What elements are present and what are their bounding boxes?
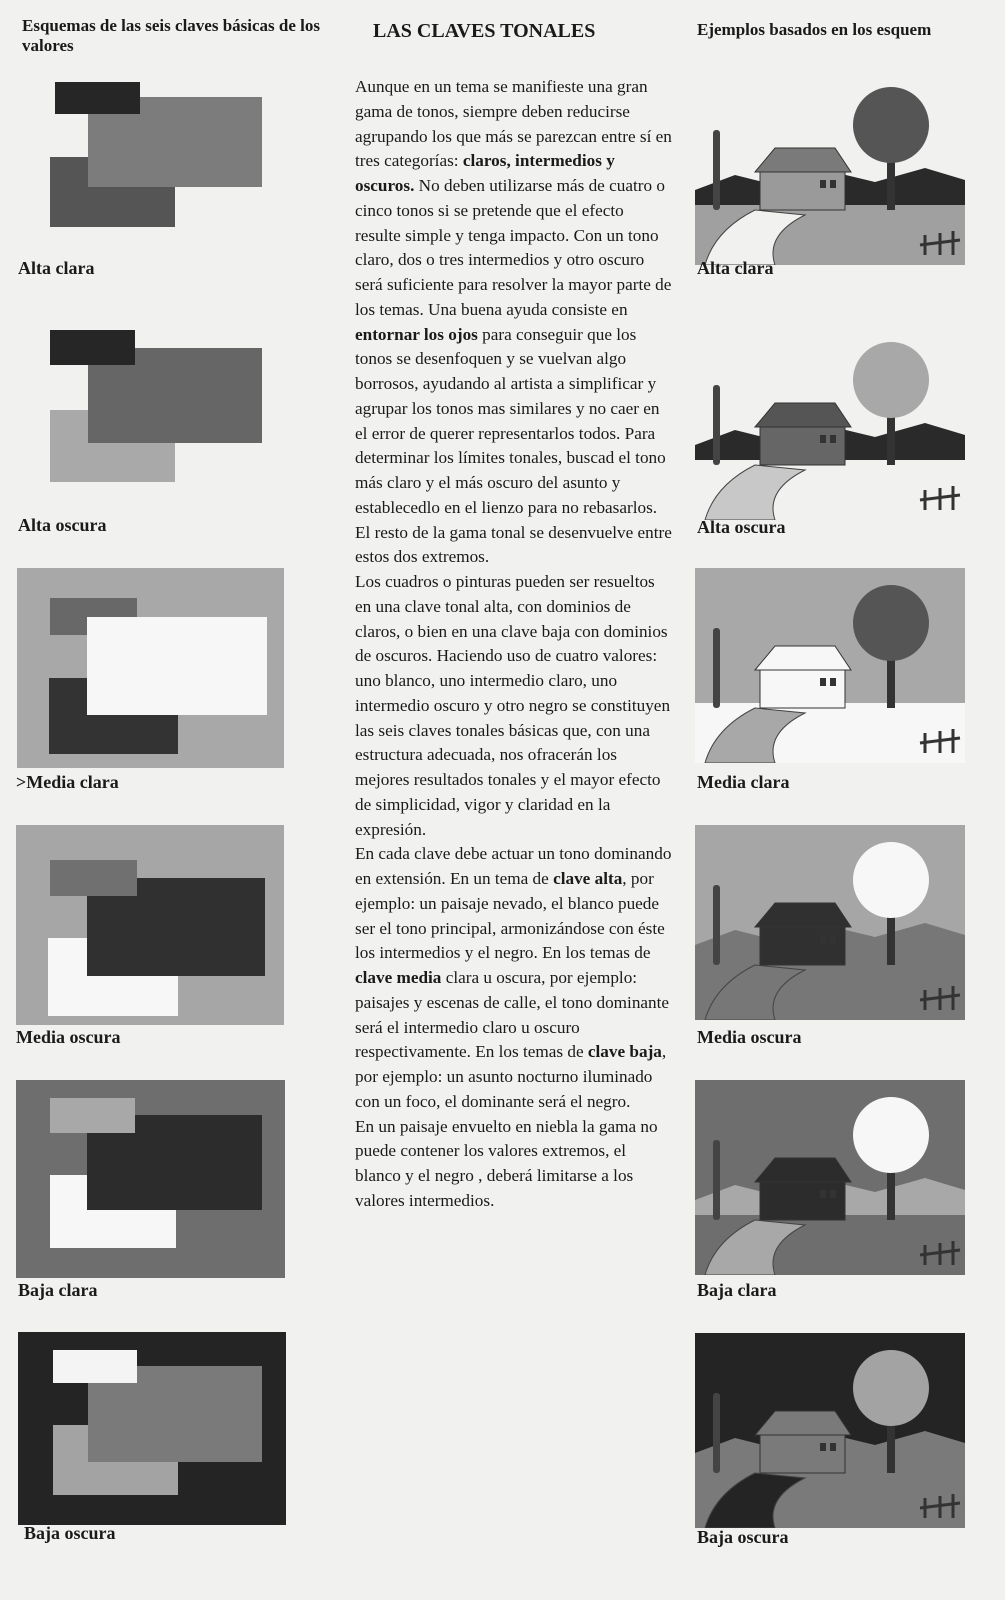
bold-text: clave alta — [553, 869, 623, 888]
scheme-label: Alta oscura — [18, 515, 107, 535]
landscape-illustration — [695, 70, 965, 265]
house — [760, 925, 845, 965]
window — [820, 678, 826, 686]
paragraph — [355, 842, 673, 1114]
window — [830, 1190, 836, 1198]
paragraph — [355, 1115, 673, 1214]
tree-crown — [853, 585, 929, 661]
window — [820, 1190, 826, 1198]
cypress — [713, 1140, 720, 1220]
tree-crown — [853, 87, 929, 163]
window — [830, 935, 836, 943]
house — [760, 668, 845, 708]
scheme-label: >Media clara — [16, 772, 119, 792]
cypress — [713, 130, 720, 210]
text-run: , por ejemplo: un asunto nocturno iluminado con un foco, el dominante será el negro. — [355, 1042, 667, 1111]
article-body — [355, 75, 673, 1214]
landscape-illustration — [695, 1333, 965, 1528]
cypress — [713, 1393, 720, 1473]
window — [830, 435, 836, 443]
house — [760, 1180, 845, 1220]
scheme-label: Baja clara — [18, 1280, 98, 1300]
paragraph — [355, 75, 673, 570]
bold-text: clave media — [355, 968, 442, 987]
example-label: Baja clara — [697, 1280, 777, 1300]
cypress — [713, 385, 720, 465]
example-label: Media oscura — [697, 1027, 802, 1047]
black-block — [55, 82, 140, 114]
text-run: En cada clave debe actuar un tono dominando en extensión. En un tema de — [355, 844, 672, 888]
text-run: Aunque en un tema se manifieste una gran gama de tonos, siempre deben reducirse agrupando los que más se parezcan entre sí en tres categorías: — [355, 77, 672, 171]
window — [820, 180, 826, 188]
white-block — [53, 1350, 137, 1383]
text-run: para conseguir que los tonos se desenfoquen y se vuelvan algo borrosos, ayudando al artista a simplificar y agrupar los tonos mas similares y no caer en el error de querer representarlos todos. Para determinar los límites tonales, buscad el tono más claro y el más oscuro del asunto y establecedlo en el lienzo para no rebasarlos. El resto de la gama tonal se desenvuelve entre estos dos extremos. — [355, 324, 672, 567]
landscape-illustration — [695, 325, 965, 520]
text-run: En un paisaje envuelto en niebla la gama no puede contener los valores extremos, el blanco y el negro , deberá limitarse a los valores intermedios. — [355, 1116, 658, 1210]
white-block — [87, 617, 267, 715]
tree-crown — [853, 342, 929, 418]
text-run: No deben utilizarse más de cuatro o cinco tonos si se pretende que el efecto resulte simple y tenga impacto. Con un tono claro, dos o tres intermedios y otro oscuro será suficiente para resolver la mayor parte de los temas. Una buena ayuda consiste en — [355, 176, 672, 319]
cypress — [713, 628, 720, 708]
light-block — [50, 1098, 135, 1133]
example-label: Alta oscura — [697, 517, 786, 537]
tree-crown — [853, 1097, 929, 1173]
window — [820, 435, 826, 443]
text-run: clara u oscura, por ejemplo: paisajes y escenas de calle, el tono dominante será el intermedio claro u oscuro respectivamente. En los temas de — [355, 968, 670, 1062]
landscape-illustration — [695, 1080, 965, 1275]
text-run: Los cuadros o pinturas pueden ser resueltos en una clave tonal alta, con dominios de claros, o bien en una clave baja con dominios de oscuros. Haciendo uso de cuatro valores: uno blanco, uno intermedio claro, uno intermedio oscuro y otro negro se constituyen las seis claves tonales básicas que, con una estructura adecuada, nos ofracerán los mejores resultados tonales y el mayor efecto de simplicidad, vigor y claridad en la expresión. — [355, 572, 671, 839]
tree-crown — [853, 842, 929, 918]
window — [830, 1443, 836, 1451]
tree-crown — [853, 1350, 929, 1426]
window — [820, 935, 826, 943]
right-column-heading: Ejemplos basados en los esquem — [697, 20, 932, 39]
text-run: , por ejemplo: un paisaje nevado, el blanco puede ser el tono principal, armonizándose con éste los intermedios y el negro. En los temas de — [355, 869, 665, 963]
page-title: LAS CLAVES TONALES — [373, 20, 596, 42]
window — [830, 678, 836, 686]
example-label: Media clara — [697, 772, 790, 792]
bold-text: claros, intermedios y oscuros. — [355, 151, 615, 195]
example-label: Baja oscura — [697, 1527, 789, 1547]
scheme-label: Media oscura — [16, 1027, 121, 1047]
example-label: Alta clara — [697, 258, 774, 278]
black-block — [50, 330, 135, 365]
dark-block — [50, 860, 137, 896]
window — [820, 1443, 826, 1451]
scheme-label: Alta clara — [18, 258, 95, 278]
landscape-illustration — [695, 568, 965, 763]
paragraph — [355, 570, 673, 842]
house — [760, 1433, 845, 1473]
house — [760, 170, 845, 210]
bold-text: clave baja — [587, 1042, 662, 1062]
house — [760, 425, 845, 465]
bold-text: entornar los ojos — [355, 324, 478, 344]
cypress — [713, 885, 720, 965]
left-column-heading: Esquemas de las seis claves básicas de los valores — [22, 16, 320, 55]
window — [830, 180, 836, 188]
landscape-illustration — [695, 825, 965, 1020]
scheme-label: Baja oscura — [24, 1523, 116, 1543]
